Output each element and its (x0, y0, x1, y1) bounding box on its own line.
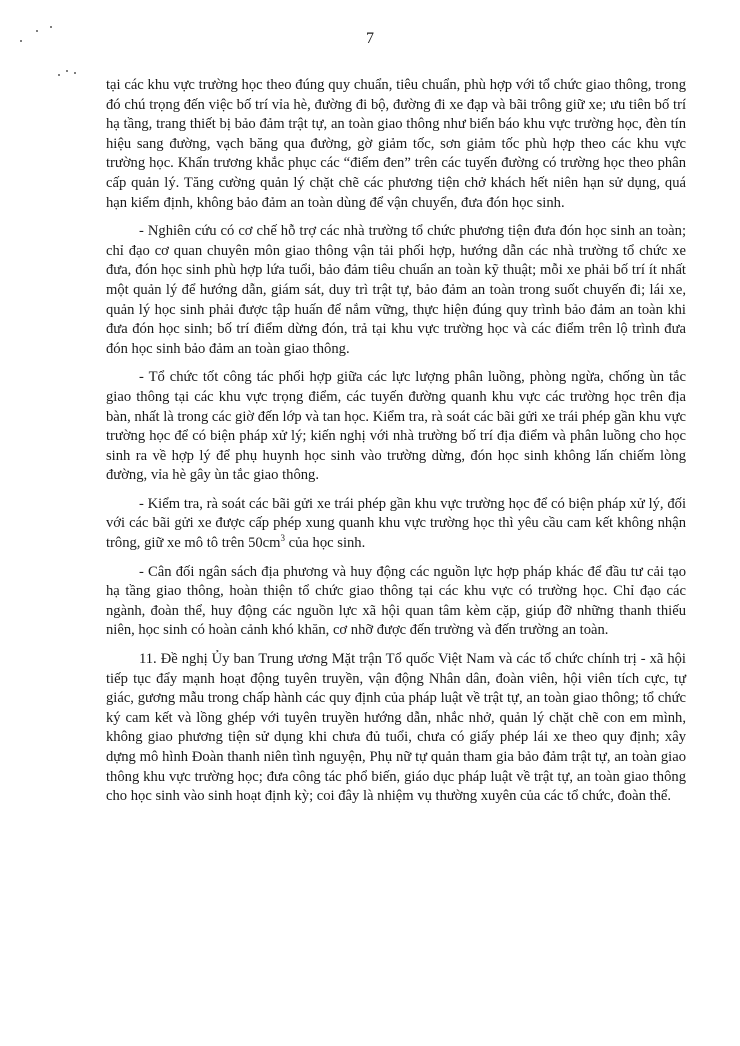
scan-speck (58, 74, 60, 76)
scan-speck (74, 72, 76, 74)
paragraph-traffic-coordination: - Tổ chức tốt công tác phối hợp giữa các lực lượng phân luồng, phòng ngừa, chống ùn tắc giao thông tại các khu vực trọng điểm, các tuyến đường quanh khu vực các trường học trên địa bàn, nhất là trong các giờ đến lớp và tan học. Kiểm tra, rà soát các bãi gửi xe trái phép gần khu vực trường học để có biện pháp xử lý; kiến nghị với nhà trường bố trí địa điểm và phân luồng cho học sinh ra về hợp lý để phụ huynh học sinh vào trường dừng, đón học sinh không lấn chiếm lòng đường, vỉa hè gây ùn tắc giao thông. (106, 369, 686, 484)
document-body (106, 76, 686, 816)
paragraph-budget-balance: - Cân đối ngân sách địa phương và huy động các nguồn lực hợp pháp khác để đầu tư cải tạo hạ tầng giao thông, hoàn thiện tổ chức giao thông tại các khu vực có trường học. Chỉ đạo các ngành, đoàn thể, huy động các nguồn lực xã hội quan tâm kèm cặp, giúp đỡ những thanh thiếu niên, học sinh có hoàn cảnh khó khăn, cơ nhỡ được đến trường và đến trường an toàn. (106, 563, 686, 639)
scan-speck (66, 70, 68, 72)
paragraph-continuation: tại các khu vực trường học theo đúng quy chuẩn, tiêu chuẩn, phù hợp với tổ chức giao thông, trong đó chú trọng đến việc bố trí vỉa hè, đường đi bộ, đường đi xe đạp và bãi trông giữ xe; ưu tiên bố trí hạ tầng, trang thiết bị bảo đảm trật tự, an toàn giao thông như biển báo khu vực trường học, đèn tín hiệu sang đường, vạch băng qua đường, gờ giảm tốc, sơn giảm tốc phù hợp theo các khu vực trường học. Khẩn trương khắc phục các “điểm đen” trên các tuyến đường có trường học theo phân cấp quản lý. Tăng cường quản lý chặt chẽ các phương tiện chở khách hết niên hạn sử dụng, quá hạn kiểm định, không bảo đảm an toàn dùng để vận chuyển, đưa đón học sinh. (106, 77, 686, 211)
scan-speck (50, 26, 52, 28)
paragraph-item-11: 11. Đề nghị Ủy ban Trung ương Mặt trận Tổ quốc Việt Nam và các tổ chức chính trị - xã hội tiếp tục đẩy mạnh hoạt động tuyên truyền, vận động Nhân dân, đoàn viên, hội viên tích cực, tự giác, gương mẫu trong chấp hành các quy định của pháp luật về trật tự, an toàn giao thông; tổ chức ký cam kết và lồng ghép với tuyên truyền hướng dẫn, nhắc nhở, quản lý chặt chẽ con em mình, không giao phương tiện sử dụng khi chưa đủ tuổi, chưa có giấy phép lái xe theo quy định; xây dựng mô hình Đoàn thanh niên tình nguyện, Phụ nữ tự quản tham gia bảo đảm trật tự, an toàn giao thông khu vực trường học; đưa công tác phổ biến, giáo dục pháp luật về trật tự, an toàn giao thông cho học sinh vào sinh hoạt định kỳ; coi đây là nhiệm vụ thường xuyên của các tổ chức, đoàn thể. (106, 651, 686, 805)
paragraph-transport-support: - Nghiên cứu có cơ chế hỗ trợ các nhà trường tổ chức phương tiện đưa đón học sinh an toàn; chỉ đạo cơ quan chuyên môn giao thông vận tải phối hợp, hướng dẫn các nhà trường tổ chức xe đưa, đón học sinh phù hợp lứa tuổi, bảo đảm tiêu chuẩn an toàn kỹ thuật; mỗi xe phải bố trí ít nhất một quản lý để hướng dẫn, giám sát, duy trì trật tự, bảo đảm an toàn trong suốt chuyến đi; lái xe, quản lý học sinh phải được tập huấn để nắm vững, thực hiện đúng quy trình bảo đảm an toàn khi đưa đón học sinh; bố trí điểm dừng đón, trả tại khu vực trường học và các điểm trên lộ trình đưa đón học sinh bảo đảm an toàn giao thông. (106, 223, 686, 357)
superscript-3: 3 (280, 533, 285, 544)
page-number: 7 (366, 30, 374, 47)
parking-text-tail: của học sinh. (285, 535, 366, 552)
paragraph-parking-inspection (106, 495, 686, 554)
parking-text: - Kiểm tra, rà soát các bãi gửi xe trái phép gần khu vực trường học để có biện pháp xử lý, đối với các bãi gửi xe được cấp phép xung quanh khu vực trường học thì yêu cầu cam kết không nhận trông, giữ xe mô tô trên 50cm (106, 495, 686, 552)
